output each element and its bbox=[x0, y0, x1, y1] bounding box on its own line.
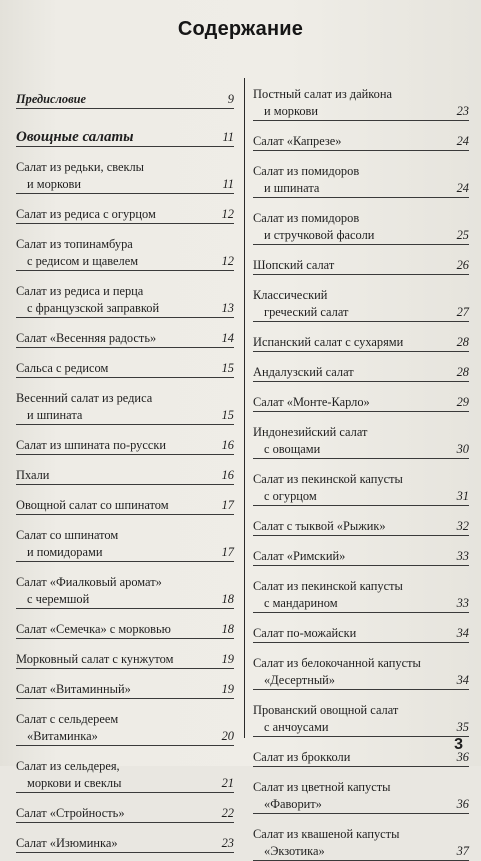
toc-entry-page: 34 bbox=[456, 626, 469, 640]
toc-entry-title: и помидорами bbox=[27, 545, 103, 559]
toc-entry bbox=[16, 758, 234, 793]
toc-entry bbox=[253, 749, 469, 767]
toc-entry bbox=[253, 625, 469, 643]
toc-entry-title: Салат «Римский» bbox=[253, 549, 346, 563]
toc-entry-page: 26 bbox=[456, 258, 469, 272]
toc-entry bbox=[16, 651, 234, 669]
toc-entry-title: Салат из редьки, свеклы bbox=[16, 160, 145, 174]
toc-entry-title: с овощами bbox=[264, 442, 321, 456]
toc-entry bbox=[253, 394, 469, 412]
toc-entry-title: Овощные салаты bbox=[16, 129, 134, 145]
toc-entry bbox=[253, 257, 469, 275]
toc-entry-title: и шпината bbox=[27, 408, 83, 422]
page-title: Содержание bbox=[177, 18, 304, 40]
toc-entry-title: Салат из пекинской капусты bbox=[253, 579, 403, 593]
toc-entry-page: 16 bbox=[221, 468, 234, 482]
toc-entry bbox=[16, 360, 234, 378]
toc-entry-page: 36 bbox=[456, 750, 469, 764]
toc-entry-page: 13 bbox=[221, 301, 234, 315]
toc-entry-title: Салат «Изюминка» bbox=[16, 836, 118, 850]
toc-entry-page: 37 bbox=[456, 844, 469, 858]
toc-entry-page: 15 bbox=[221, 361, 234, 375]
toc-entry bbox=[16, 159, 234, 194]
toc-entry-page: 24 bbox=[456, 181, 469, 195]
toc-entry-title: Салат со шпинатом bbox=[16, 528, 119, 542]
toc-entry-page: 30 bbox=[456, 442, 469, 456]
toc-entry-page: 20 bbox=[221, 729, 234, 743]
toc-entry bbox=[16, 574, 234, 609]
toc-entry-title: Андалузский салат bbox=[253, 365, 354, 379]
toc-entry-title: Прованский овощной салат bbox=[253, 703, 399, 717]
toc-entry-title: Салат из цветной капусты bbox=[253, 780, 391, 794]
toc-entry-title: Индонезийский салат bbox=[253, 425, 368, 439]
toc-entry-page: 25 bbox=[456, 228, 469, 242]
toc-entry-title: Салат с тыквой «Рыжик» bbox=[253, 519, 386, 533]
toc-entry-page: 34 bbox=[456, 673, 469, 687]
toc-entry-page: 9 bbox=[227, 92, 234, 106]
toc-entry-page: 27 bbox=[456, 305, 469, 319]
toc-entry bbox=[253, 702, 469, 737]
toc-entry-page: 29 bbox=[456, 395, 469, 409]
toc-entry bbox=[253, 424, 469, 459]
toc-entry-title: Морковный салат с кунжутом bbox=[16, 652, 174, 666]
toc-entry-title: Весенний салат из редиса bbox=[16, 391, 153, 405]
toc-entry-page: 22 bbox=[221, 806, 234, 820]
toc-entry bbox=[253, 518, 469, 536]
toc-right-column bbox=[253, 80, 469, 861]
toc-entry bbox=[16, 681, 234, 699]
toc-entry bbox=[16, 206, 234, 224]
toc-entry bbox=[253, 133, 469, 151]
toc-entry bbox=[16, 236, 234, 271]
toc-entry bbox=[16, 437, 234, 455]
toc-entry bbox=[16, 467, 234, 485]
toc-entry-title: с черемшой bbox=[27, 592, 90, 606]
toc-entry-title: Салат из сельдерея, bbox=[16, 759, 120, 773]
toc-entry bbox=[253, 548, 469, 566]
toc-entry-title: Пхали bbox=[16, 468, 50, 482]
toc-entry bbox=[16, 91, 234, 109]
toc-entry-title: Салат из шпината по-русски bbox=[16, 438, 166, 452]
toc-entry-title: Сальса с редисом bbox=[16, 361, 109, 375]
toc-entry-title: Испанский салат с сухарями bbox=[253, 335, 404, 349]
toc-entry-title: с мандарином bbox=[264, 596, 338, 610]
toc-entry-title: «Экзотика» bbox=[264, 844, 325, 858]
toc-entry-title: Салат «Капрезе» bbox=[253, 134, 342, 148]
toc-entry-title: Салат по-можайски bbox=[253, 626, 357, 640]
toc-entry-title: «Витаминка» bbox=[27, 729, 98, 743]
toc-left-column bbox=[16, 85, 234, 853]
toc-entry-title: и шпината bbox=[264, 181, 320, 195]
toc-entry-title: с редисом и щавелем bbox=[27, 254, 139, 268]
toc-entry-title: и стручковой фасоли bbox=[264, 228, 375, 242]
toc-entry-page: 19 bbox=[221, 652, 234, 666]
toc-entry-page: 33 bbox=[456, 549, 469, 563]
toc-entry bbox=[16, 711, 234, 746]
toc-entry-page: 17 bbox=[221, 545, 234, 559]
toc-entry-title: Овощной салат со шпинатом bbox=[16, 498, 169, 512]
toc-entry-title: Салат из редиса с огурцом bbox=[16, 207, 156, 221]
toc-entry-title: Салат из брокколи bbox=[253, 750, 351, 764]
column-divider bbox=[244, 78, 246, 738]
toc-entry bbox=[16, 835, 234, 853]
toc-entry-page: 33 bbox=[456, 596, 469, 610]
toc-entry-title: и моркови bbox=[27, 177, 82, 191]
toc-entry-page: 31 bbox=[456, 489, 469, 503]
toc-entry-title: Салат «Монте-Карло» bbox=[253, 395, 370, 409]
toc-entry-page: 23 bbox=[456, 104, 469, 118]
toc-entry-page: 28 bbox=[456, 365, 469, 379]
toc-entry-page: 12 bbox=[221, 207, 234, 221]
toc-entry-title: Салат из помидоров bbox=[253, 211, 360, 225]
toc-entry-page: 24 bbox=[456, 134, 469, 148]
toc-entry-title: «Десертный» bbox=[264, 673, 335, 687]
toc-entry-page: 11 bbox=[222, 130, 234, 144]
toc-entry-title: Салат «Фиалковый аромат» bbox=[16, 575, 162, 589]
toc-entry-title: Салат «Стройность» bbox=[16, 806, 125, 820]
toc-entry-title: моркови и свеклы bbox=[27, 776, 122, 790]
toc-entry-title: Постный салат из дайкона bbox=[253, 87, 392, 101]
toc-entry-title: Салат из редиса и перца bbox=[16, 284, 144, 298]
toc-entry-title: и моркови bbox=[264, 104, 319, 118]
toc-entry bbox=[253, 163, 469, 198]
toc-entry bbox=[253, 471, 469, 506]
toc-entry bbox=[253, 86, 469, 121]
toc-entry-title: с огурцом bbox=[264, 489, 317, 503]
toc-entry-title: Салат с сельдереем bbox=[16, 712, 119, 726]
toc-entry-page: 19 bbox=[221, 682, 234, 696]
toc-entry-title: Салат из пекинской капусты bbox=[253, 472, 403, 486]
toc-entry bbox=[253, 287, 469, 322]
toc-entry-page: 12 bbox=[221, 254, 234, 268]
toc-entry-title: Предисловие bbox=[16, 92, 87, 106]
toc-entry-page: 36 bbox=[456, 797, 469, 811]
toc-entry-page: 35 bbox=[456, 720, 469, 734]
toc-entry-title: Салат из белокочанной капусты bbox=[253, 656, 421, 670]
toc-entry bbox=[253, 779, 469, 814]
toc-entry-title: Салат из топинамбура bbox=[16, 237, 133, 251]
toc-entry bbox=[16, 283, 234, 318]
toc-entry bbox=[16, 390, 234, 425]
toc-entry-title: с французской заправкой bbox=[27, 301, 160, 315]
toc-entry-title: Салат «Семечка» с морковью bbox=[16, 622, 171, 636]
toc-entry bbox=[16, 621, 234, 639]
page-number: 3 bbox=[454, 736, 463, 753]
toc-entry-page: 23 bbox=[221, 836, 234, 850]
toc-entry-page: 14 bbox=[221, 331, 234, 345]
toc-entry-page: 32 bbox=[456, 519, 469, 533]
toc-entry-page: 28 bbox=[456, 335, 469, 349]
toc-entry-page: 17 bbox=[221, 498, 234, 512]
toc-entry bbox=[253, 578, 469, 613]
toc-entry bbox=[253, 655, 469, 690]
toc-entry-title: с анчоусами bbox=[264, 720, 329, 734]
toc-entry-page: 16 bbox=[221, 438, 234, 452]
toc-entry-page: 18 bbox=[221, 622, 234, 636]
toc-entry-title: Салат из помидоров bbox=[253, 164, 360, 178]
toc-entry bbox=[253, 826, 469, 861]
toc-entry bbox=[16, 527, 234, 562]
toc-entry-title: Салат «Весенняя радость» bbox=[16, 331, 157, 345]
toc-entry-title: Салат из квашеной капусты bbox=[253, 827, 400, 841]
toc-entry bbox=[253, 334, 469, 352]
toc-entry bbox=[16, 805, 234, 823]
toc-entry bbox=[16, 330, 234, 348]
toc-entry-title: Салат «Витаминный» bbox=[16, 682, 131, 696]
toc-entry-title: греческий салат bbox=[264, 305, 349, 319]
toc-entry bbox=[16, 497, 234, 515]
toc-entry-page: 21 bbox=[221, 776, 234, 790]
toc-entry-title: «Фаворит» bbox=[264, 797, 322, 811]
toc-entry-title: Шопский салат bbox=[253, 258, 335, 272]
toc-entry-page: 18 bbox=[221, 592, 234, 606]
toc-entry-title: Классический bbox=[253, 288, 328, 302]
toc-entry-page: 11 bbox=[222, 177, 234, 191]
toc-entry bbox=[253, 210, 469, 245]
toc-entry bbox=[253, 364, 469, 382]
toc-entry bbox=[16, 129, 234, 147]
toc-entry-page: 15 bbox=[221, 408, 234, 422]
